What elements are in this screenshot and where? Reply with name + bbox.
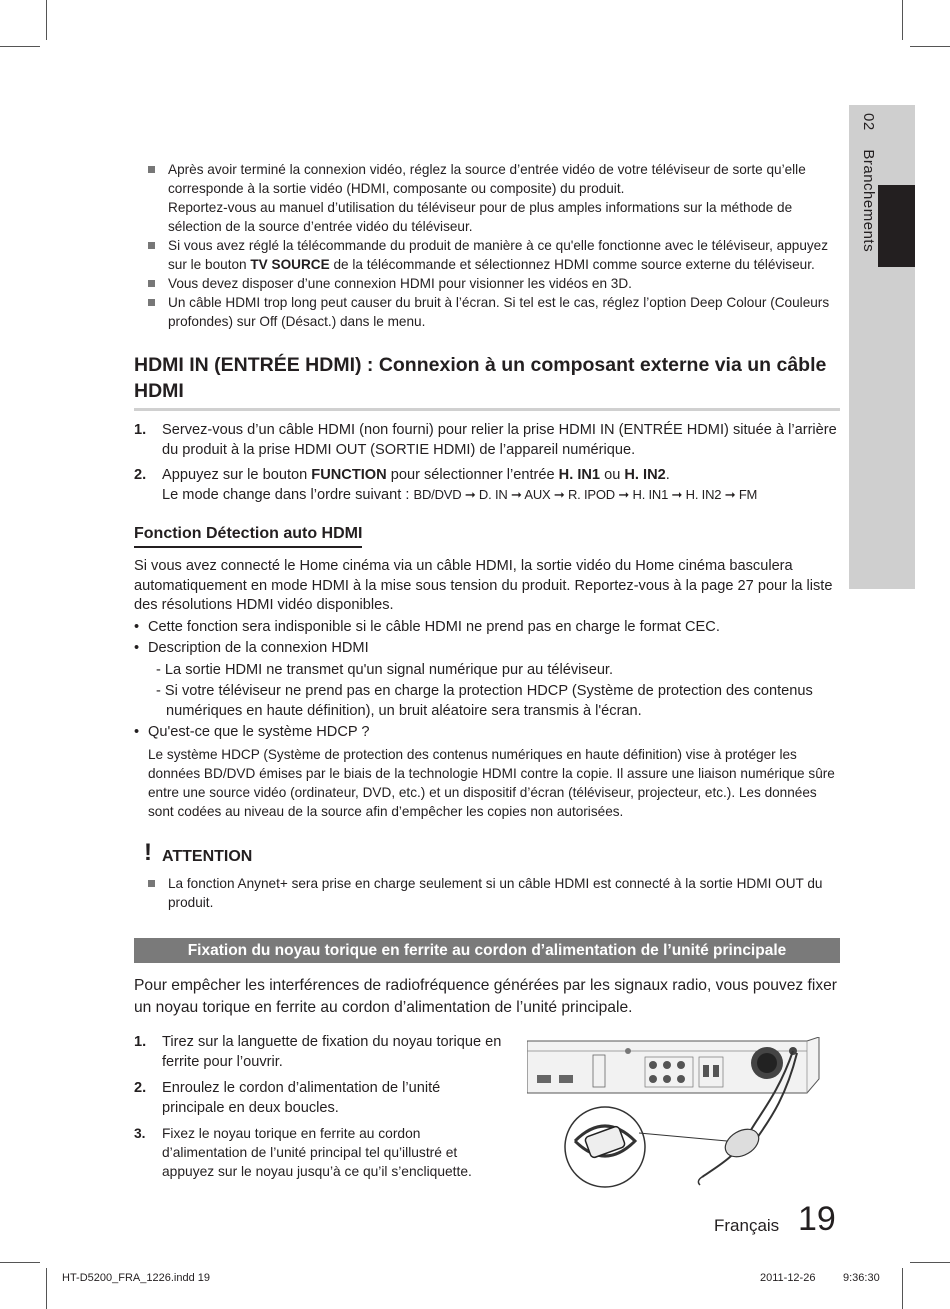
step-item [134, 1078, 504, 1118]
page-number: 19 [798, 1200, 836, 1238]
step-text: Servez-vous d’un câble HDMI (non fourni) pour relier la prise HDMI IN (ENTRÉE HDMI) située à l’arrière du produit à la prise HDMI OUT (SORTIE HDMI) de l’appareil numérique. [162, 422, 837, 458]
step-text: Appuyez sur le bouton [162, 467, 312, 483]
step-text: Fixez le noyau torique en ferrite au cordon d’alimentation de l’unité principal tel qu’illustré et appuyez sur le noyau jusqu’à ce qu’il s’encliquette. [162, 1126, 472, 1179]
step-number: 2. [134, 467, 147, 483]
note-text: La fonction Anynet+ sera prise en charge seulement si un câble HDMI est connecté à la sortie HDMI OUT du produit. [168, 876, 823, 910]
footer-language: Français [714, 1216, 780, 1235]
crop-mark [902, 1268, 903, 1309]
crop-mark [46, 0, 47, 40]
step-text: . [665, 467, 670, 483]
step-number: 1. [134, 422, 147, 438]
rear-panel-drawing [527, 1037, 819, 1093]
subsection-title [134, 524, 840, 548]
note-item [134, 160, 840, 236]
ferrite-closeup-drawing [565, 1107, 727, 1187]
mode-sequence: BD/DVD ➞ D. IN ➞ AUX ➞ R. IPOD ➞ H. IN1 ➞ H. IN2 ➞ FM [413, 487, 758, 502]
step-item [134, 465, 840, 505]
exclamation-icon: ! [144, 839, 152, 866]
note-item [134, 274, 840, 293]
side-tab-marker [878, 185, 915, 267]
tv-source-label: TV SOURCE [250, 257, 330, 272]
slug-time: 9:36:30 [843, 1272, 880, 1284]
note-square-icon [148, 280, 155, 287]
crop-mark [0, 1262, 40, 1263]
bullet-text: Cette fonction sera indisponible si le câble HDMI ne prend pas en charge le format CEC. [148, 618, 720, 635]
h-in1-label: H. IN1 [558, 467, 601, 483]
step-item [134, 1032, 504, 1072]
bullet-item [134, 723, 840, 743]
step-text: Le mode change dans l’ordre suivant : [162, 487, 414, 503]
bullet-icon: • [134, 618, 140, 635]
bullet-text: Description de la connexion HDMI [148, 640, 369, 656]
bullet-icon: • [134, 724, 140, 740]
chapter-name: Branchements [860, 149, 877, 253]
note-text: Après avoir terminé la connexion vidéo, réglez la source d’entrée vidéo de votre téléviseur de sorte qu’elle corresponde à la sortie vidéo (HDMI, composante ou composite) du produit. [168, 162, 806, 196]
note-item [134, 236, 840, 274]
crop-mark [0, 46, 40, 47]
notes-list [134, 160, 840, 331]
intro-paragraph: Si vous avez connecté le Home cinéma via un câble HDMI, la sortie vidéo du Home cinéma basculera automatiquement en mode HDMI à la mise sous tension du produit. Reportez-vous à la page 27 pour la liste des résolutions HDMI vidéo disponibles. [134, 558, 833, 613]
chapter-side-tab [849, 105, 915, 589]
step-item [134, 1124, 504, 1181]
subsection-title-text: Fonction Détection auto HDMI [134, 524, 362, 548]
dash-item: - La sortie HDMI ne transmet qu'un signal numérique pur au téléviseur. [156, 661, 614, 678]
chapter-number: 02 [860, 113, 877, 131]
ferrite-steps [134, 1032, 504, 1187]
note-text: Si vous avez réglé la télécommande du produit de manière à ce qu'elle fonctionne avec le téléviseur, appuyez sur le bouton [168, 238, 829, 272]
hdmi-steps [134, 420, 840, 510]
slug-date: 2011-12-26 [760, 1272, 816, 1284]
note-item [134, 293, 840, 331]
note-item [134, 874, 840, 912]
note-text-extra: Reportez-vous au manuel d’utilisation du téléviseur pour de plus amples informations sur la méthode de sélection de la source d’entrée vidéo du téléviseur. [168, 200, 793, 234]
bullet-icon: • [134, 640, 140, 656]
ferrite-intro: Pour empêcher les interférences de radiofréquence générées par les signaux radio, vous pouvez fixer un noyau torique en ferrite au cordon d’alimentation de l’unité principale. [134, 977, 837, 1016]
crop-mark [46, 1268, 47, 1309]
crop-mark [910, 46, 950, 47]
file-slug: HT-D5200_FRA_1226.indd 19 [62, 1272, 210, 1284]
bullet-item [134, 639, 840, 659]
note-square-icon [148, 166, 155, 173]
crop-mark [902, 0, 903, 40]
section-title: HDMI IN (ENTRÉE HDMI) : Connexion à un composant externe via un câble HDMI [134, 352, 840, 411]
crop-mark [910, 1262, 950, 1263]
bullet-item [134, 618, 840, 638]
step-text: ou [600, 467, 625, 483]
step-text: Tirez sur la languette de fixation du noyau torique en ferrite pour l’ouvrir. [162, 1034, 502, 1070]
step-number: 1. [134, 1034, 147, 1050]
ferrite-banner-title: Fixation du noyau torique en ferrite au cordon d’alimentation de l’unité principale [134, 938, 840, 963]
note-square-icon [148, 299, 155, 306]
note-text: Vous devez disposer d’une connexion HDMI pour visionner les vidéos en 3D. [168, 276, 632, 291]
ferrite-core-illustration [527, 1037, 827, 1197]
step-item [134, 420, 840, 460]
note-text: Un câble HDMI trop long peut causer du bruit à l’écran. Si tel est le cas, réglez l’option Deep Colour (Couleurs profondes) sur Off (Désact.) dans le menu. [168, 295, 830, 329]
step-number: 2. [134, 1080, 147, 1096]
side-tab-label [853, 113, 877, 252]
hdcp-description: Le système HDCP (Système de protection des contenus numériques en haute définition) vise à protéger les données BD/DVD émises par le biais de la technologie HDMI contre la copie. Il assure une liaison numérique sûre entre une source vidéo (ordinateur, DVD, etc.) et un dispositif d’écran (téléviseur, projecteur, etc.). Les données sont codées au niveau de la source afin d’empêcher les copies non autorisées. [148, 746, 835, 819]
attention-title-text: ATTENTION [162, 848, 253, 865]
note-square-icon [148, 242, 155, 249]
dash-item: - Si votre téléviseur ne prend pas en charge la protection HDCP (Système de protection des contenus numériques en haute définition), un bruit aléatoire sera transmis à l'écran. [156, 683, 813, 719]
attention-title [134, 839, 840, 868]
function-label: FUNCTION [311, 467, 387, 483]
bullet-text: Qu'est-ce que le système HDCP ? [148, 724, 370, 740]
h-in2-label: H. IN2 [624, 467, 666, 483]
step-text: pour sélectionner l’entrée [386, 467, 559, 483]
step-number: 3. [134, 1126, 146, 1141]
note-text: de la télécommande et sélectionnez HDMI comme source externe du téléviseur. [329, 257, 815, 272]
note-square-icon [148, 880, 155, 887]
attention-box [134, 839, 840, 912]
auto-detect-section [134, 557, 840, 823]
step-text: Enroulez le cordon d’alimentation de l’unité principale en deux boucles. [162, 1080, 441, 1116]
